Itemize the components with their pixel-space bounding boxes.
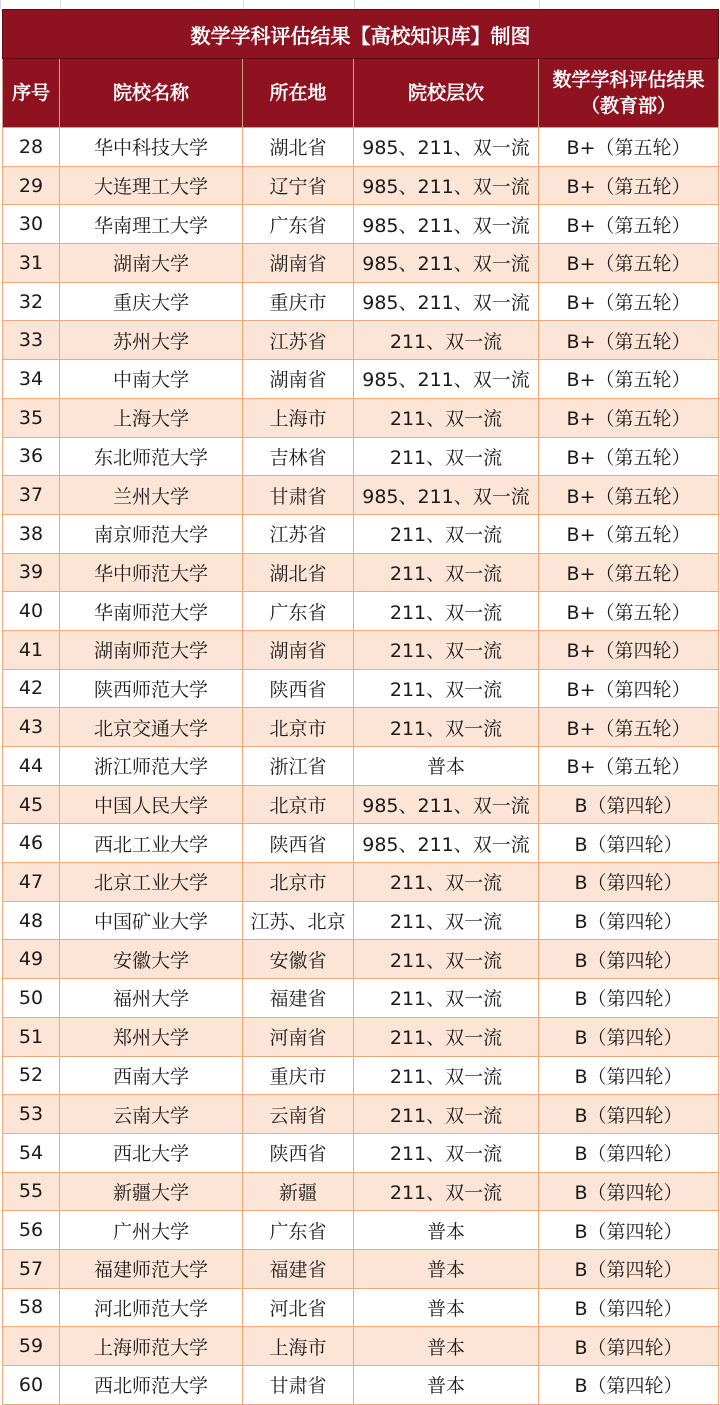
table-row (3, 1095, 719, 1134)
cell-school-name[interactable]: 西北工业大学 (60, 824, 243, 863)
cell-location[interactable]: 福建省 (243, 979, 354, 1018)
cell-school-level[interactable]: 211、双一流 (354, 398, 539, 437)
table-row (3, 592, 719, 631)
cell-location[interactable]: 湖南省 (243, 360, 354, 399)
cell-school-name[interactable]: 兰州大学 (60, 476, 243, 515)
cell-evaluation-result[interactable]: B（第四轮） (539, 1327, 719, 1366)
cell-school-level[interactable]: 普本 (354, 1211, 539, 1250)
cell-location[interactable]: 新疆 (243, 1172, 354, 1211)
table-row (3, 166, 719, 205)
table-row (3, 437, 719, 476)
cell-location[interactable]: 云南省 (243, 1095, 354, 1134)
table-row (3, 128, 719, 167)
cell-school-level[interactable]: 985、211、双一流 (354, 166, 539, 205)
table-row (3, 1327, 719, 1366)
cell-evaluation-result[interactable]: B+（第五轮） (539, 708, 719, 747)
cell-rank[interactable]: 56 (3, 1211, 60, 1250)
cell-location[interactable]: 湖北省 (243, 128, 354, 167)
cell-rank[interactable]: 40 (3, 592, 60, 631)
table-row (3, 747, 719, 786)
cell-rank[interactable]: 52 (3, 1056, 60, 1095)
cell-rank[interactable]: 39 (3, 553, 60, 592)
table-row (3, 979, 719, 1018)
cell-location[interactable]: 河北省 (243, 1288, 354, 1327)
cell-location[interactable]: 湖南省 (243, 630, 354, 669)
cell-location[interactable]: 北京市 (243, 708, 354, 747)
cell-school-name[interactable]: 中南大学 (60, 360, 243, 399)
cell-rank[interactable]: 57 (3, 1249, 60, 1288)
cell-rank[interactable]: 46 (3, 824, 60, 863)
cell-rank[interactable]: 45 (3, 785, 60, 824)
cell-location[interactable]: 陕西省 (243, 669, 354, 708)
cell-evaluation-result[interactable]: B（第四轮） (539, 979, 719, 1018)
cell-school-name[interactable]: 浙江师范大学 (60, 747, 243, 786)
cell-evaluation-result[interactable]: B（第四轮） (539, 1095, 719, 1134)
cell-rank[interactable]: 55 (3, 1172, 60, 1211)
table-row (3, 1017, 719, 1056)
cell-school-level[interactable]: 211、双一流 (354, 1172, 539, 1211)
table-row (3, 360, 719, 399)
cell-evaluation-result[interactable]: B（第四轮） (539, 940, 719, 979)
cell-school-level[interactable]: 985、211、双一流 (354, 128, 539, 167)
header-school-name[interactable]: 院校名称 (60, 59, 243, 128)
cell-evaluation-result[interactable]: B（第四轮） (539, 863, 719, 902)
cell-school-name[interactable]: 西北师范大学 (60, 1366, 243, 1405)
table-row (3, 398, 719, 437)
cell-school-level[interactable]: 211、双一流 (354, 901, 539, 940)
header-evaluation-result[interactable] (539, 59, 719, 128)
cell-evaluation-result[interactable]: B+（第五轮） (539, 398, 719, 437)
cell-evaluation-result[interactable]: B+（第五轮） (539, 592, 719, 631)
table-row (3, 205, 719, 244)
cell-location[interactable]: 重庆市 (243, 1056, 354, 1095)
cell-school-name[interactable]: 华南理工大学 (60, 205, 243, 244)
cell-location[interactable]: 浙江省 (243, 747, 354, 786)
cell-rank[interactable]: 44 (3, 747, 60, 786)
cell-school-name[interactable]: 西北大学 (60, 1133, 243, 1172)
cell-location[interactable]: 重庆市 (243, 282, 354, 321)
cell-school-name[interactable]: 福建师范大学 (60, 1249, 243, 1288)
cell-school-name[interactable]: 东北师范大学 (60, 437, 243, 476)
header-rank[interactable]: 序号 (3, 59, 60, 128)
cell-rank[interactable]: 37 (3, 476, 60, 515)
gridline (539, 0, 540, 9)
cell-rank[interactable]: 59 (3, 1327, 60, 1366)
cell-school-level[interactable]: 211、双一流 (354, 1095, 539, 1134)
cell-school-name[interactable]: 陕西师范大学 (60, 669, 243, 708)
cell-school-name[interactable]: 上海大学 (60, 398, 243, 437)
cell-school-level[interactable]: 211、双一流 (354, 630, 539, 669)
cell-location[interactable]: 上海市 (243, 1327, 354, 1366)
cell-rank[interactable]: 41 (3, 630, 60, 669)
header-result-line2: （教育部） (581, 95, 677, 117)
cell-evaluation-result[interactable]: B+（第五轮） (539, 553, 719, 592)
table-row (3, 669, 719, 708)
cell-school-name[interactable]: 福州大学 (60, 979, 243, 1018)
cell-location[interactable]: 甘肃省 (243, 476, 354, 515)
cell-school-name[interactable]: 中国矿业大学 (60, 901, 243, 940)
cell-rank[interactable]: 47 (3, 863, 60, 902)
cell-school-level[interactable]: 211、双一流 (354, 553, 539, 592)
cell-school-level[interactable]: 985、211、双一流 (354, 360, 539, 399)
cell-school-level[interactable]: 985、211、双一流 (354, 785, 539, 824)
cell-evaluation-result[interactable]: B（第四轮） (539, 1017, 719, 1056)
table-row (3, 553, 719, 592)
cell-school-level[interactable]: 985、211、双一流 (354, 824, 539, 863)
cell-location[interactable]: 广东省 (243, 1211, 354, 1250)
table-row (3, 1288, 719, 1327)
table-row (3, 940, 719, 979)
cell-rank[interactable]: 28 (3, 128, 60, 167)
cell-school-name[interactable]: 大连理工大学 (60, 166, 243, 205)
table-row (3, 1366, 719, 1405)
header-location[interactable]: 所在地 (243, 59, 354, 128)
cell-evaluation-result[interactable]: B（第四轮） (539, 824, 719, 863)
header-result-line1: 数学学科评估结果 (552, 69, 705, 91)
cell-evaluation-result[interactable]: B+（第五轮） (539, 437, 719, 476)
table-row (3, 1211, 719, 1250)
cell-rank[interactable]: 42 (3, 669, 60, 708)
table-body (3, 128, 719, 1405)
cell-school-name[interactable]: 中国人民大学 (60, 785, 243, 824)
cell-rank[interactable]: 35 (3, 398, 60, 437)
cell-evaluation-result[interactable]: B（第四轮） (539, 1211, 719, 1250)
cell-rank[interactable]: 36 (3, 437, 60, 476)
cell-rank[interactable]: 33 (3, 321, 60, 360)
cell-school-level[interactable]: 211、双一流 (354, 708, 539, 747)
cell-location[interactable]: 湖南省 (243, 244, 354, 283)
cell-location[interactable]: 陕西省 (243, 824, 354, 863)
cell-location[interactable]: 北京市 (243, 863, 354, 902)
cell-school-level[interactable]: 211、双一流 (354, 863, 539, 902)
cell-evaluation-result[interactable]: B（第四轮） (539, 1056, 719, 1095)
title-row (3, 10, 719, 59)
cell-evaluation-result[interactable]: B（第四轮） (539, 1366, 719, 1405)
cell-school-name[interactable]: 重庆大学 (60, 282, 243, 321)
table-row (3, 863, 719, 902)
cell-school-name[interactable]: 北京交通大学 (60, 708, 243, 747)
gridline (354, 0, 355, 9)
cell-evaluation-result[interactable]: B（第四轮） (539, 785, 719, 824)
evaluation-table (2, 9, 719, 1405)
cell-evaluation-result[interactable]: B（第四轮） (539, 1172, 719, 1211)
cell-school-level[interactable]: 985、211、双一流 (354, 476, 539, 515)
cell-evaluation-result[interactable]: B（第四轮） (539, 901, 719, 940)
cell-location[interactable]: 广东省 (243, 592, 354, 631)
table-row (3, 1249, 719, 1288)
cell-school-name[interactable]: 西南大学 (60, 1056, 243, 1095)
cell-rank[interactable]: 38 (3, 514, 60, 553)
cell-location[interactable]: 陕西省 (243, 1133, 354, 1172)
cell-school-name[interactable]: 湖南师范大学 (60, 630, 243, 669)
table-row (3, 785, 719, 824)
cell-rank[interactable]: 48 (3, 901, 60, 940)
cell-evaluation-result[interactable]: B+（第五轮） (539, 360, 719, 399)
cell-location[interactable]: 福建省 (243, 1249, 354, 1288)
cell-rank[interactable]: 29 (3, 166, 60, 205)
cell-school-name[interactable]: 郑州大学 (60, 1017, 243, 1056)
cell-rank[interactable]: 50 (3, 979, 60, 1018)
cell-location[interactable]: 辽宁省 (243, 166, 354, 205)
cell-school-name[interactable]: 北京工业大学 (60, 863, 243, 902)
cell-school-name[interactable]: 华中科技大学 (60, 128, 243, 167)
cell-rank[interactable]: 53 (3, 1095, 60, 1134)
table-row (3, 321, 719, 360)
cell-school-level[interactable]: 普本 (354, 747, 539, 786)
cell-location[interactable]: 甘肃省 (243, 1366, 354, 1405)
cell-rank[interactable]: 51 (3, 1017, 60, 1056)
cell-school-name[interactable]: 湖南大学 (60, 244, 243, 283)
cell-school-name[interactable]: 广州大学 (60, 1211, 243, 1250)
cell-location[interactable]: 江苏省 (243, 321, 354, 360)
cell-school-level[interactable]: 211、双一流 (354, 321, 539, 360)
cell-rank[interactable]: 34 (3, 360, 60, 399)
cell-school-level[interactable]: 普本 (354, 1249, 539, 1288)
cell-location[interactable]: 安徽省 (243, 940, 354, 979)
cell-evaluation-result[interactable]: B+（第五轮） (539, 747, 719, 786)
cell-school-level[interactable]: 211、双一流 (354, 1017, 539, 1056)
cell-evaluation-result[interactable]: B+（第五轮） (539, 321, 719, 360)
cell-school-level[interactable]: 211、双一流 (354, 437, 539, 476)
table-row (3, 1056, 719, 1095)
cell-school-level[interactable]: 普本 (354, 1288, 539, 1327)
cell-school-level[interactable]: 普本 (354, 1327, 539, 1366)
cell-rank[interactable]: 49 (3, 940, 60, 979)
cell-school-level[interactable]: 211、双一流 (354, 940, 539, 979)
cell-evaluation-result[interactable]: B+（第五轮） (539, 205, 719, 244)
table-row (3, 244, 719, 283)
cell-school-name[interactable]: 上海师范大学 (60, 1327, 243, 1366)
gridline (243, 0, 244, 9)
cell-school-name[interactable]: 云南大学 (60, 1095, 243, 1134)
cell-rank[interactable]: 31 (3, 244, 60, 283)
cell-rank[interactable]: 58 (3, 1288, 60, 1327)
table-row (3, 824, 719, 863)
cell-location[interactable]: 广东省 (243, 205, 354, 244)
cell-school-level[interactable]: 985、211、双一流 (354, 244, 539, 283)
cell-evaluation-result[interactable]: B+（第五轮） (539, 166, 719, 205)
cell-school-level[interactable]: 211、双一流 (354, 592, 539, 631)
cell-evaluation-result[interactable]: B+（第五轮） (539, 282, 719, 321)
cell-school-level[interactable]: 985、211、双一流 (354, 205, 539, 244)
cell-location[interactable]: 吉林省 (243, 437, 354, 476)
cell-school-level[interactable]: 211、双一流 (354, 1133, 539, 1172)
cell-rank[interactable]: 43 (3, 708, 60, 747)
cell-evaluation-result[interactable]: B+（第五轮） (539, 244, 719, 283)
header-school-level[interactable]: 院校层次 (354, 59, 539, 128)
cell-evaluation-result[interactable]: B+（第五轮） (539, 128, 719, 167)
table-title[interactable]: 数学学科评估结果【高校知识库】制图 (3, 10, 719, 59)
cell-school-name[interactable]: 华南师范大学 (60, 592, 243, 631)
cell-evaluation-result[interactable]: B+（第五轮） (539, 514, 719, 553)
cell-location[interactable]: 河南省 (243, 1017, 354, 1056)
table-row (3, 901, 719, 940)
table-row (3, 514, 719, 553)
cell-rank[interactable]: 54 (3, 1133, 60, 1172)
cell-school-level[interactable]: 211、双一流 (354, 1056, 539, 1095)
cell-evaluation-result[interactable]: B+（第四轮） (539, 669, 719, 708)
table-row (3, 476, 719, 515)
header-row (3, 59, 719, 128)
cell-school-level[interactable]: 985、211、双一流 (354, 282, 539, 321)
table-row (3, 1133, 719, 1172)
cell-evaluation-result[interactable]: B（第四轮） (539, 1288, 719, 1327)
gridline (60, 0, 61, 9)
cell-school-name[interactable]: 南京师范大学 (60, 514, 243, 553)
cell-rank[interactable]: 30 (3, 205, 60, 244)
cell-evaluation-result[interactable]: B+（第五轮） (539, 476, 719, 515)
cell-location[interactable]: 江苏省 (243, 514, 354, 553)
cell-evaluation-result[interactable]: B（第四轮） (539, 1133, 719, 1172)
table-row (3, 630, 719, 669)
table-row (3, 1172, 719, 1211)
cell-evaluation-result[interactable]: B（第四轮） (539, 1249, 719, 1288)
cell-school-level[interactable]: 211、双一流 (354, 979, 539, 1018)
cell-school-level[interactable]: 211、双一流 (354, 669, 539, 708)
cell-location[interactable]: 湖北省 (243, 553, 354, 592)
cell-school-level[interactable]: 211、双一流 (354, 514, 539, 553)
cell-rank[interactable]: 32 (3, 282, 60, 321)
cell-location[interactable]: 上海市 (243, 398, 354, 437)
table-row (3, 708, 719, 747)
cell-school-name[interactable]: 安徽大学 (60, 940, 243, 979)
table-row (3, 282, 719, 321)
cell-school-name[interactable]: 河北师范大学 (60, 1288, 243, 1327)
cell-rank[interactable]: 60 (3, 1366, 60, 1405)
cell-school-level[interactable]: 普本 (354, 1366, 539, 1405)
cell-school-name[interactable]: 苏州大学 (60, 321, 243, 360)
cell-school-name[interactable]: 华中师范大学 (60, 553, 243, 592)
cell-location[interactable]: 江苏、北京 (243, 901, 354, 940)
cell-school-name[interactable]: 新疆大学 (60, 1172, 243, 1211)
spreadsheet-top-strip (0, 0, 720, 9)
cell-location[interactable]: 北京市 (243, 785, 354, 824)
cell-evaluation-result[interactable]: B+（第四轮） (539, 630, 719, 669)
